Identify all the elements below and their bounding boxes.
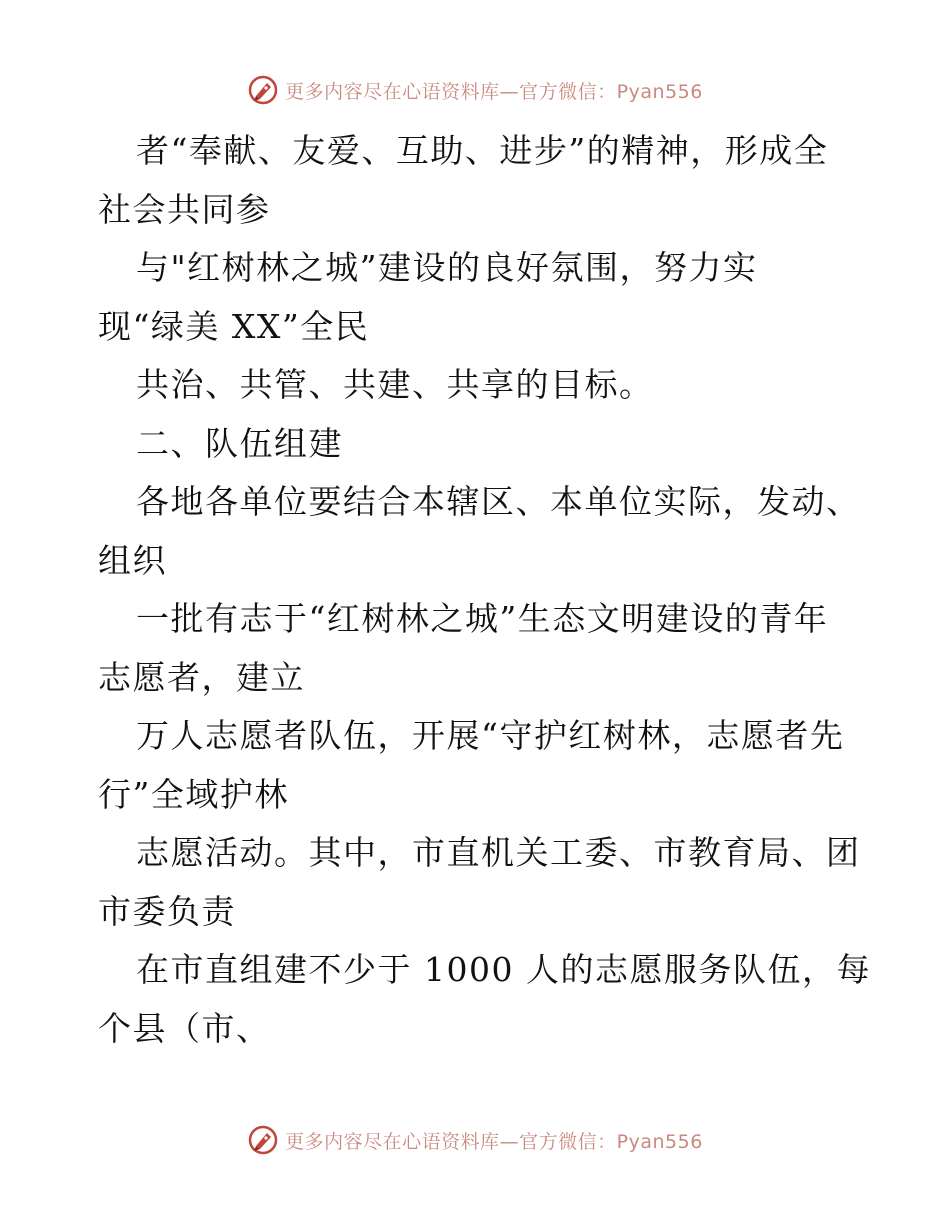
text-line: 行”全域护林 (98, 774, 289, 814)
document-body (98, 122, 871, 1058)
pen-nib-logo-icon (247, 74, 279, 106)
footer-watermark (0, 1124, 950, 1156)
text-line: 在市直组建不少于 1000 人的志愿服务队伍，每 (136, 950, 871, 989)
text-line: 现“绿美 XX”全民 (98, 306, 370, 346)
text-line: 个县（市、 (98, 1008, 271, 1048)
pen-nib-logo-icon (247, 1124, 279, 1156)
header-watermark (0, 74, 950, 106)
text-line: 社会共同参 (98, 189, 271, 229)
text-line: 市委负责 (98, 891, 236, 931)
text-line: 二、队伍组建 (136, 423, 343, 463)
text-line: 共治、共管、共建、共享的目标。 (136, 365, 654, 404)
watermark-text: 更多内容尽在心语资料库—官方微信：Pyan556 (285, 80, 703, 103)
text-line: 组织 (98, 540, 167, 580)
text-line: 与"红树林之城”建设的良好氛围，努力实 (136, 248, 758, 287)
text-line: 志愿活动。其中，市直机关工委、市教育局、团 (136, 833, 861, 872)
text-line: 各地各单位要结合本辖区、本单位实际，发动、 (136, 482, 861, 521)
text-line: 者“奉献、友爱、互助、进步”的精神，形成全 (136, 131, 829, 170)
text-line: 万人志愿者队伍，开展“守护红树林，志愿者先 (136, 716, 845, 755)
watermark-text: 更多内容尽在心语资料库—官方微信：Pyan556 (285, 1130, 703, 1153)
text-line: 一批有志于“红树林之城”生态文明建设的青年 (136, 599, 829, 638)
text-line: 志愿者，建立 (98, 657, 305, 697)
